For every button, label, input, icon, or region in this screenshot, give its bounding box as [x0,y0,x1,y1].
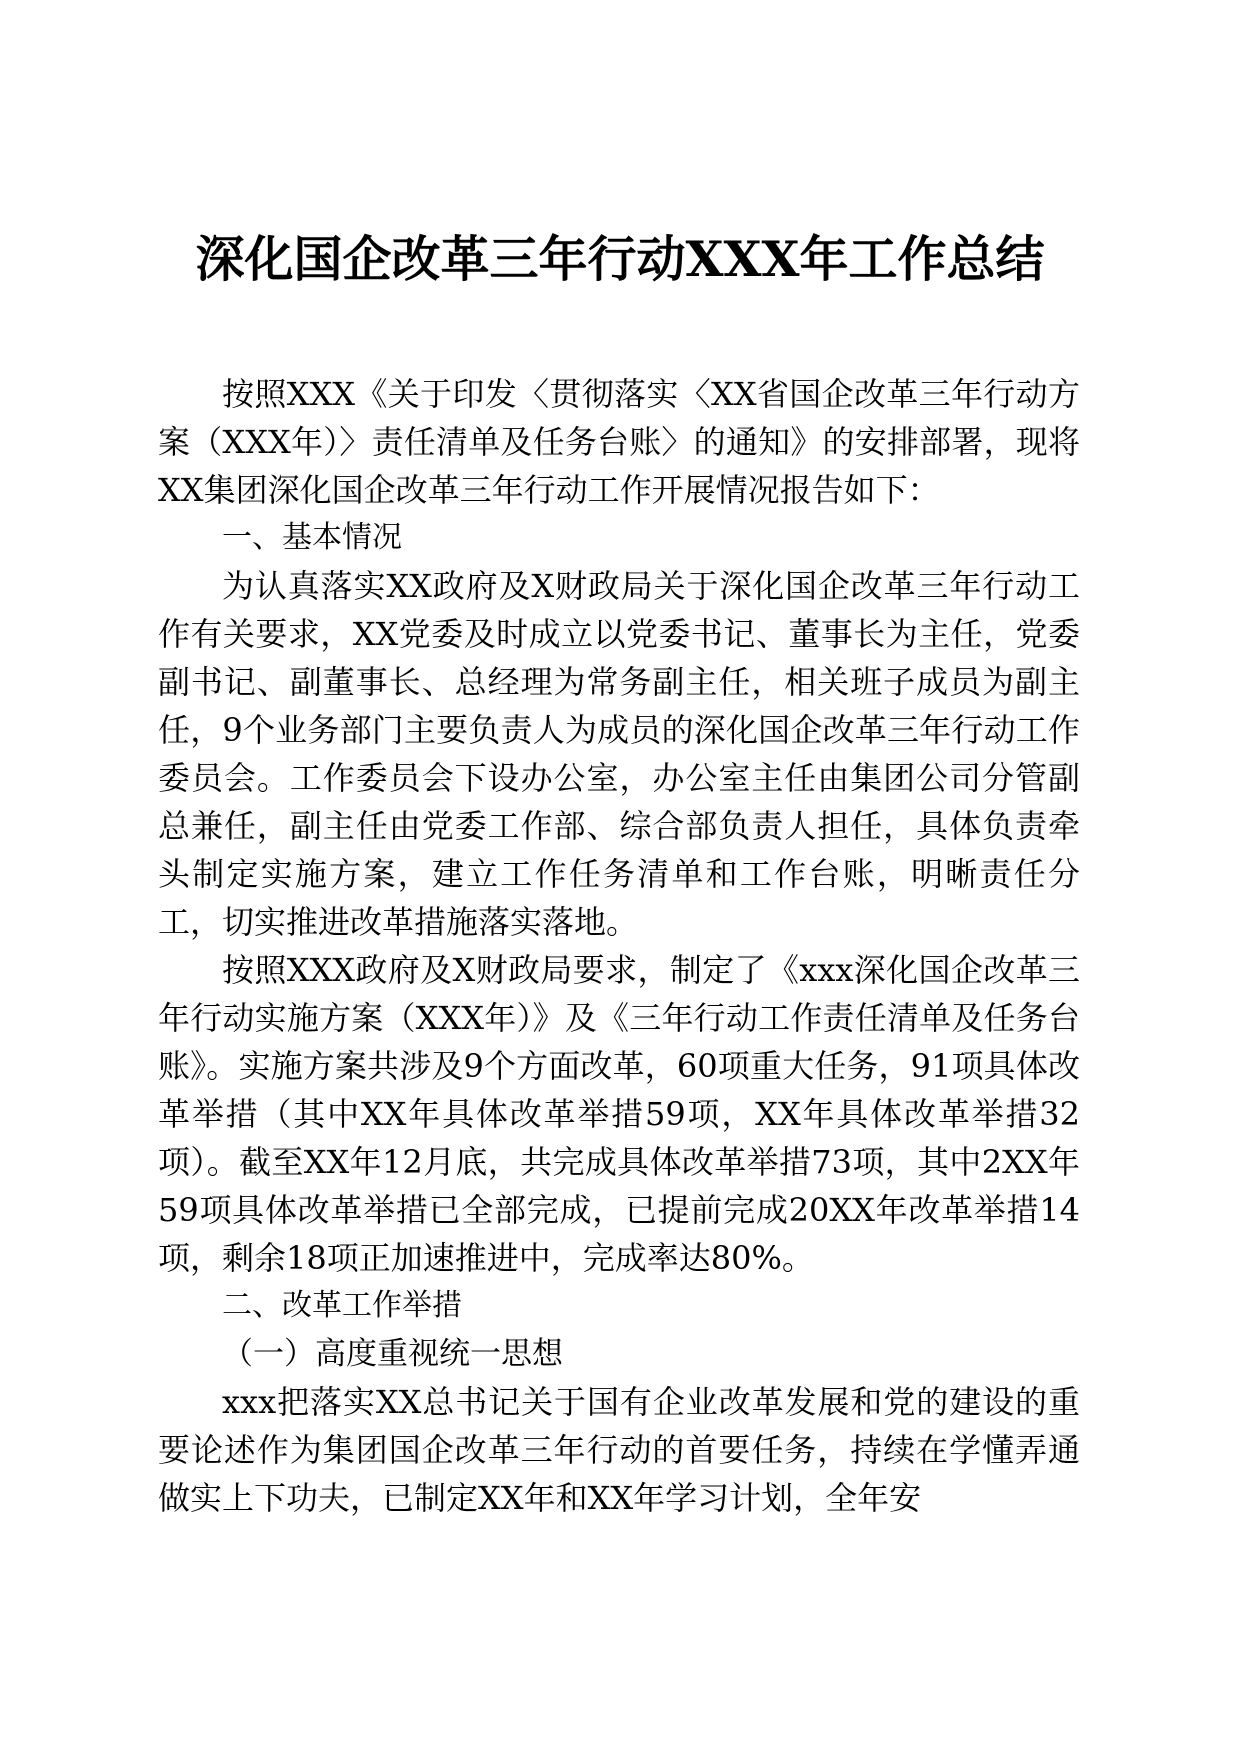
unify-thinking-paragraph: xxx把落实XX总书记关于国有企业改革发展和党的建设的重要论述作为集团国企改革三年行动的首要任务，持续在学懂弄通做实上下功夫，已制定XX年和XX年学习计划，全年安 [158,1383,1080,1517]
section-heading-basic-situation: 一、基本情况 [222,520,402,555]
intro-paragraph: 按照XXX《关于印发〈贯彻落实〈XX省国企改革三年行动方案（XXX年）〉责任清单及任务台账〉的通知》的安排部署，现将XX集团深化国企改革三年行动工作开展情况报告如下： [158,375,1080,509]
basic-situation-paragraph-2: 按照XXX政府及X财政局要求，制定了《xxx深化国企改革三年行动实施方案（XXX年）》及《三年行动工作责任清单及任务台账》。实施方案共涉及9个方面改革，60项重大任务，91项具体改革举措（其中XX年具体改革举措59项，XX年具体改革举措32项）。截至XX年12月底，共完成具体改革举措73项，其中2XX年59项具体改革举措已全部完成，已提前完成20XX年改革举措14项，剩余18项正加速推进中，完成率达80%。 [158,951,1080,1277]
basic-situation-paragraph-1: 为认真落实XX政府及X财政局关于深化国企改革三年行动工作有关要求，XX党委及时成立以党委书记、董事长为主任，党委副书记、副董事长、总经理为常务副主任，相关班子成员为副主任，9个业务部门主要负责人为成员的深化国企改革三年行动工作委员会。工作委员会下设办公室，办公室主任由集团公司分管副总兼任，副主任由党委工作部、综合部负责人担任，具体负责牵头制定实施方案，建立工作任务清单和工作台账，明晰责任分工，切实推进改革措施落实落地。 [158,567,1080,941]
document-title: 深化国企改革三年行动XXX年工作总结 [195,230,1045,288]
subsection-heading-unify-thinking: （一）高度重视统一思想 [222,1336,563,1372]
document-body [158,370,1080,1522]
section-heading-reform-measures: 二、改革工作举措 [222,1288,462,1323]
